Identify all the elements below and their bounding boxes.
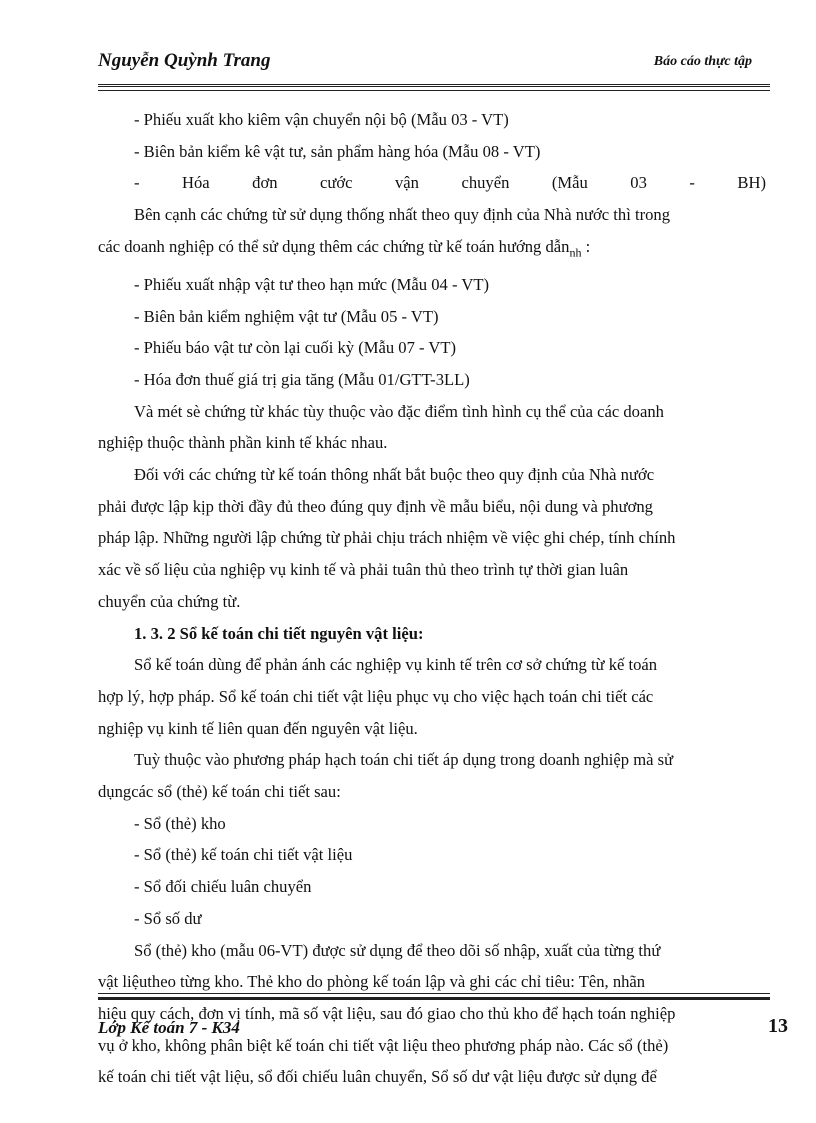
word: - <box>689 173 695 193</box>
paragraph-line: hiệu quy cách, đơn vị tính, mã số vật liệu, sau đó giao cho thủ kho để hạch toán nghiệp <box>98 1004 676 1023</box>
list-item: - Hóa đơn thuế giá trị gia tăng (Mẫu 01/GTT-3LL) <box>134 369 470 389</box>
paragraph-line: Bên cạnh các chứng từ sử dụng thống nhất theo quy định của Nhà nước thì trong <box>134 205 670 225</box>
paragraph-line: xác về số liệu của nghiệp vụ kinh tế và phải tuân thủ theo trình tự thời gian luân <box>98 560 629 580</box>
paragraph-line: chuyển của chứng từ. <box>98 591 241 611</box>
word: cước <box>320 173 353 193</box>
paragraph-line: kế toán chi tiết vật liệu, sổ đối chiếu luân chuyển, Sổ số dư vật liệu được sử dụng để <box>98 1067 657 1087</box>
paragraph-line: vụ ở kho, không phân biệt kế toán chi tiết vật liệu theo phương pháp nào. Các sổ (thẻ) <box>98 1035 669 1055</box>
paragraph-line: nghiệp vụ kinh tế liên quan đến nguyên vật liệu. <box>98 718 418 738</box>
paragraph-line: pháp lập. Những người lập chứng từ phải chịu trách nhiệm về việc ghi chép, tính chính <box>98 528 676 548</box>
paragraph-line: hợp lý, hợp pháp. Sổ kế toán chi tiết vật liệu phục vụ cho việc hạch toán chi tiết các <box>98 686 654 706</box>
subscript-text: nh <box>569 245 582 260</box>
list-item: - Sổ (thẻ) kế toán chi tiết vật liệu <box>134 845 353 865</box>
header-author: Nguyễn Quỳnh Trang <box>98 50 271 71</box>
word: đơn <box>252 173 278 193</box>
list-item: - Biên bản kiểm nghiệm vật tư (Mẫu 05 - VT) <box>134 306 439 326</box>
paragraph-text-end: : <box>581 236 591 256</box>
word: (Mẫu <box>551 173 588 193</box>
list-item: - Biên bản kiểm kê vật tư, sản phẩm hàng hóa (Mẫu 08 - VT) <box>134 141 541 161</box>
list-item: - Sổ (thẻ) kho <box>134 813 226 833</box>
list-item: - Phiếu báo vật tư còn lại cuối kỳ (Mẫu 07 - VT) <box>134 338 457 358</box>
footer-class-name: Lớp Kế toán 7 - K34 <box>98 1018 240 1037</box>
header-report-title: Báo cáo thực tập <box>653 54 752 69</box>
paragraph-line: vật liệutheo từng kho. Thẻ kho do phòng kế toán lập và ghi các chỉ tiêu: Tên, nhãn <box>98 972 646 992</box>
header-divider-thin <box>98 90 770 91</box>
paragraph-line: nghiệp thuộc thành phần kinh tế khác nhau. <box>98 433 388 453</box>
page-header <box>98 48 770 78</box>
word: - <box>134 173 140 193</box>
header-divider <box>98 84 770 87</box>
paragraph-text: các doanh nghiệp có thể sử dụng thêm các chứng từ kế toán hướng dẫn <box>98 236 570 256</box>
paragraph-line: Đối với các chứng từ kế toán thông nhất bắt buộc theo quy định của Nhà nước <box>134 465 655 485</box>
page-number: 13 <box>768 1015 788 1037</box>
paragraph-line: phải được lập kịp thời đầy đủ theo đúng quy định về mẫu biểu, nội dung và phương <box>98 496 653 516</box>
footer-divider <box>98 997 770 1000</box>
paragraph-line <box>98 231 766 269</box>
list-item: - Phiếu xuất kho kiêm vận chuyển nội bộ (Mẫu 03 - VT) <box>134 110 509 129</box>
word: chuyển <box>461 173 510 193</box>
paragraph-line: Tuỳ thuộc vào phương pháp hạch toán chi tiết áp dụng trong doanh nghiệp mà sử <box>134 750 674 770</box>
list-item: - Sổ số dư <box>134 908 202 928</box>
footer-divider-thin <box>98 993 770 994</box>
paragraph-line: Và mét sè chứng từ khác tùy thuộc vào đặc điểm tình hình cụ thể của các doanh <box>134 401 664 421</box>
word: BH) <box>737 173 766 193</box>
list-item: - Sổ đối chiếu luân chuyển <box>134 877 312 897</box>
paragraph-line: Sổ kế toán dùng để phản ánh các nghiệp vụ kinh tế trên cơ sở chứng từ kế toán <box>134 655 658 675</box>
paragraph-line: dụngcác sổ (thẻ) kế toán chi tiết sau: <box>98 782 341 802</box>
word: 03 <box>630 173 647 193</box>
list-item-spread <box>134 167 766 199</box>
document-body <box>98 104 766 1093</box>
list-item: - Phiếu xuất nhập vật tư theo hạn mức (Mẫu 04 - VT) <box>134 274 490 294</box>
paragraph-line: Sổ (thẻ) kho (mẫu 06-VT) được sử dụng để theo dõi số nhập, xuất của từng thứ <box>134 940 661 960</box>
word: vận <box>395 173 419 193</box>
word: Hóa <box>182 173 210 193</box>
section-heading: 1. 3. 2 Sổ kế toán chi tiết nguyên vật liệu: <box>134 623 424 643</box>
